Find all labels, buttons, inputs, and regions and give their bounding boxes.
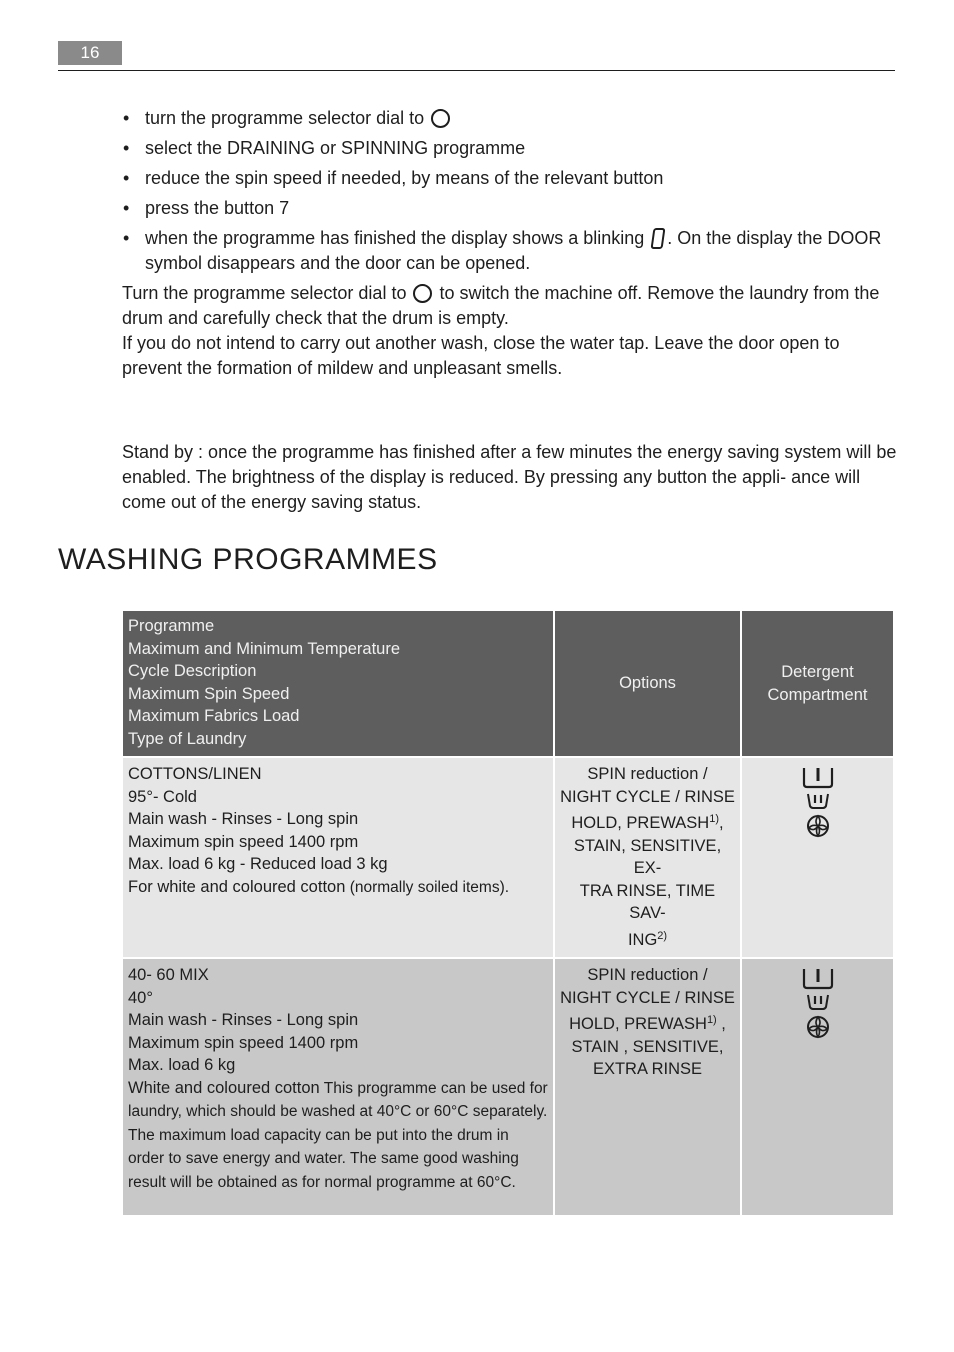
programme-cell: 40- 60 MIX 40° Main wash - Rinses - Long spin Maximum spin speed 1400 rpm Max. load 6 kg White and coloured cotton This programme can be used for laundry, which should be washed at 40°C or 60°C separately. The maximum load capacity can be put into the drum in order to save energy and water. The same good washing result will be obtained as for normal programme at 60°C. (122, 958, 554, 1216)
footnote-marker: 1) (709, 813, 719, 825)
footnote-marker: 1) (706, 1014, 717, 1026)
table-row (122, 958, 894, 1216)
list-item: • turn the programme selector dial to (122, 106, 897, 131)
main-wash-compartment-icon (801, 765, 835, 789)
list-item: • select the DRAINING or SPINNING programme (122, 136, 897, 161)
softener-compartment-icon (805, 1014, 831, 1040)
standby-paragraph: Stand by : once the programme has finished after a few minutes the energy saving system will be enabled. The brightness of the display is reduced. By pressing any button the appli- ance will come out of the energy saving status. (122, 442, 897, 512)
main-wash-compartment-icon (801, 966, 835, 990)
bullet-icon: • (123, 198, 130, 218)
programme-name: 40- 60 MIX (128, 966, 209, 984)
header-programme: Programme Maximum and Minimum Temperature Cycle Description Maximum Spin Speed Maximum Fabrics Load Type of Laundry (122, 610, 554, 757)
detergent-cell (741, 958, 894, 1216)
header-detergent: Detergent Compartment (741, 610, 894, 757)
instruction-list (122, 106, 897, 281)
options-cell: SPIN reduction / NIGHT CYCLE / RINSE HOLD, PREWASH$^{1)}$ , STAIN , SENSITIVE, EXTRA RINSE (554, 958, 741, 1216)
detergent-cell (741, 757, 894, 958)
section-title: WASHING PROGRAMMES (58, 543, 438, 576)
table-row (122, 757, 894, 958)
list-item: • press the button 7 (122, 196, 897, 221)
header-options: Options (554, 610, 741, 757)
list-item: • reduce the spin speed if needed, by means of the relevant button (122, 166, 897, 191)
bullet-icon: • (123, 168, 130, 188)
prewash-compartment-icon (804, 791, 832, 811)
circle-icon (413, 284, 432, 303)
softener-compartment-icon (805, 813, 831, 839)
prewash-compartment-icon (804, 992, 832, 1012)
header-rule (58, 70, 895, 71)
programme-cell: COTTONS/LINEN 95°- Cold Main wash - Rinses - Long spin Maximum spin speed 1400 rpm Max. load 6 kg - Reduced load 3 kg For white and coloured cotton (normally soiled items). (122, 757, 554, 958)
page-number: 16 (58, 41, 122, 65)
water-tap-paragraph: If you do not intend to carry out another wash, close the water tap. Leave the door open to prevent the formation of mildew and unpleasant smells. (122, 333, 840, 378)
switch-off-paragraph: Turn the programme selector dial to to switch the machine off. Remove the laundry from the drum and carefully check that the drum is empty. (122, 283, 880, 328)
bullet-icon: • (123, 228, 130, 248)
programme-name: COTTONS/LINEN (128, 765, 262, 783)
footnote-marker: 2) (657, 929, 668, 942)
bullet-icon: • (123, 108, 130, 128)
digit-zero-icon (651, 228, 666, 249)
options-cell: SPIN reduction / NIGHT CYCLE / RINSE HOLD, PREWASH$^{1)}$, STAIN, SENSITIVE, EX- TRA RINSE, TIME SAV- ING$^{2)}$ (554, 757, 741, 958)
table-header-row (122, 610, 894, 757)
programmes-table (121, 609, 895, 1217)
bullet-icon: • (123, 138, 130, 158)
circle-icon (431, 109, 450, 128)
list-item: • when the programme has finished the display shows a blinking . On the display the DOOR symbol disappears and the door can be opened. (123, 228, 882, 273)
